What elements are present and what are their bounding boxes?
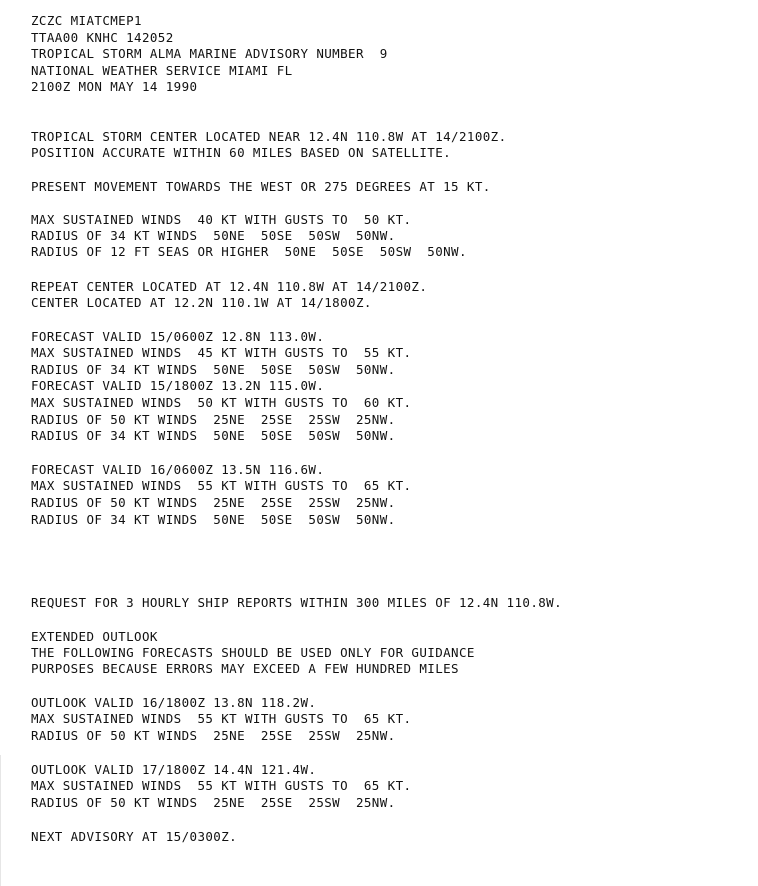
prior-center-line: CENTER LOCATED AT 12.2N 110.1W AT 14/1800Z.	[31, 295, 372, 310]
header-line: TTAA00 KNHC 142052	[31, 30, 174, 45]
max-winds-line: MAX SUSTAINED WINDS 55 KT WITH GUSTS TO 65 KT.	[31, 478, 412, 493]
wind-radius-line: RADIUS OF 34 KT WINDS 50NE 50SE 50SW 50NW.	[31, 362, 396, 377]
issue-time: 2100Z MON MAY 14 1990	[31, 79, 198, 94]
wind-radius-line: RADIUS OF 50 KT WINDS 25NE 25SE 25SW 25NW.	[31, 412, 396, 427]
extended-outlook-note: THE FOLLOWING FORECASTS SHOULD BE USED ONLY FOR GUIDANCE	[31, 645, 475, 660]
movement-line: PRESENT MOVEMENT TOWARDS THE WEST OR 275 DEGREES AT 15 KT.	[31, 179, 491, 194]
repeat-center-line: REPEAT CENTER LOCATED AT 12.4N 110.8W AT 14/2100Z.	[31, 279, 428, 294]
ship-report-request: REQUEST FOR 3 HOURLY SHIP REPORTS WITHIN 300 MILES OF 12.4N 110.8W.	[31, 595, 563, 610]
wind-radius-line: RADIUS OF 34 KT WINDS 50NE 50SE 50SW 50NW.	[31, 428, 396, 443]
forecast-valid-line: FORECAST VALID 15/0600Z 12.8N 113.0W.	[31, 329, 325, 344]
advisory-title: TROPICAL STORM ALMA MARINE ADVISORY NUMBER 9	[31, 46, 388, 61]
wind-radius-line: RADIUS OF 50 KT WINDS 25NE 25SE 25SW 25NW.	[31, 795, 396, 810]
outlook-valid-line: OUTLOOK VALID 17/1800Z 14.4N 121.4W.	[31, 762, 317, 777]
next-advisory-line: NEXT ADVISORY AT 15/0300Z.	[31, 829, 238, 844]
forecast-valid-line: FORECAST VALID 15/1800Z 13.2N 115.0W.	[31, 378, 325, 393]
center-accuracy-line: POSITION ACCURATE WITHIN 60 MILES BASED ON SATELLITE.	[31, 145, 452, 160]
max-winds-line: MAX SUSTAINED WINDS 50 KT WITH GUSTS TO 60 KT.	[31, 395, 412, 410]
max-winds-line: MAX SUSTAINED WINDS 55 KT WITH GUSTS TO 65 KT.	[31, 711, 412, 726]
seas-radius-line: RADIUS OF 12 FT SEAS OR HIGHER 50NE 50SE 50SW 50NW.	[31, 244, 467, 259]
outlook-valid-line: OUTLOOK VALID 16/1800Z 13.8N 118.2W.	[31, 695, 317, 710]
left-margin-line	[0, 755, 1, 886]
max-winds-line: MAX SUSTAINED WINDS 45 KT WITH GUSTS TO 55 KT.	[31, 345, 412, 360]
max-winds-line: MAX SUSTAINED WINDS 40 KT WITH GUSTS TO 50 KT.	[31, 212, 412, 227]
header-line: NATIONAL WEATHER SERVICE MIAMI FL	[31, 63, 293, 78]
wind-radius-line: RADIUS OF 34 KT WINDS 50NE 50SE 50SW 50NW.	[31, 228, 396, 243]
wind-radius-line: RADIUS OF 50 KT WINDS 25NE 25SE 25SW 25NW.	[31, 495, 396, 510]
wind-radius-line: RADIUS OF 34 KT WINDS 50NE 50SE 50SW 50NW.	[31, 512, 396, 527]
max-winds-line: MAX SUSTAINED WINDS 55 KT WITH GUSTS TO 65 KT.	[31, 778, 412, 793]
center-position-line: TROPICAL STORM CENTER LOCATED NEAR 12.4N 110.8W AT 14/2100Z.	[31, 129, 507, 144]
extended-outlook-note: PURPOSES BECAUSE ERRORS MAY EXCEED A FEW HUNDRED MILES	[31, 661, 459, 676]
forecast-valid-line: FORECAST VALID 16/0600Z 13.5N 116.6W.	[31, 462, 325, 477]
header-line: ZCZC MIATCMEP1	[31, 13, 142, 28]
wind-radius-line: RADIUS OF 50 KT WINDS 25NE 25SE 25SW 25NW.	[31, 728, 396, 743]
extended-outlook-heading: EXTENDED OUTLOOK	[31, 629, 158, 644]
